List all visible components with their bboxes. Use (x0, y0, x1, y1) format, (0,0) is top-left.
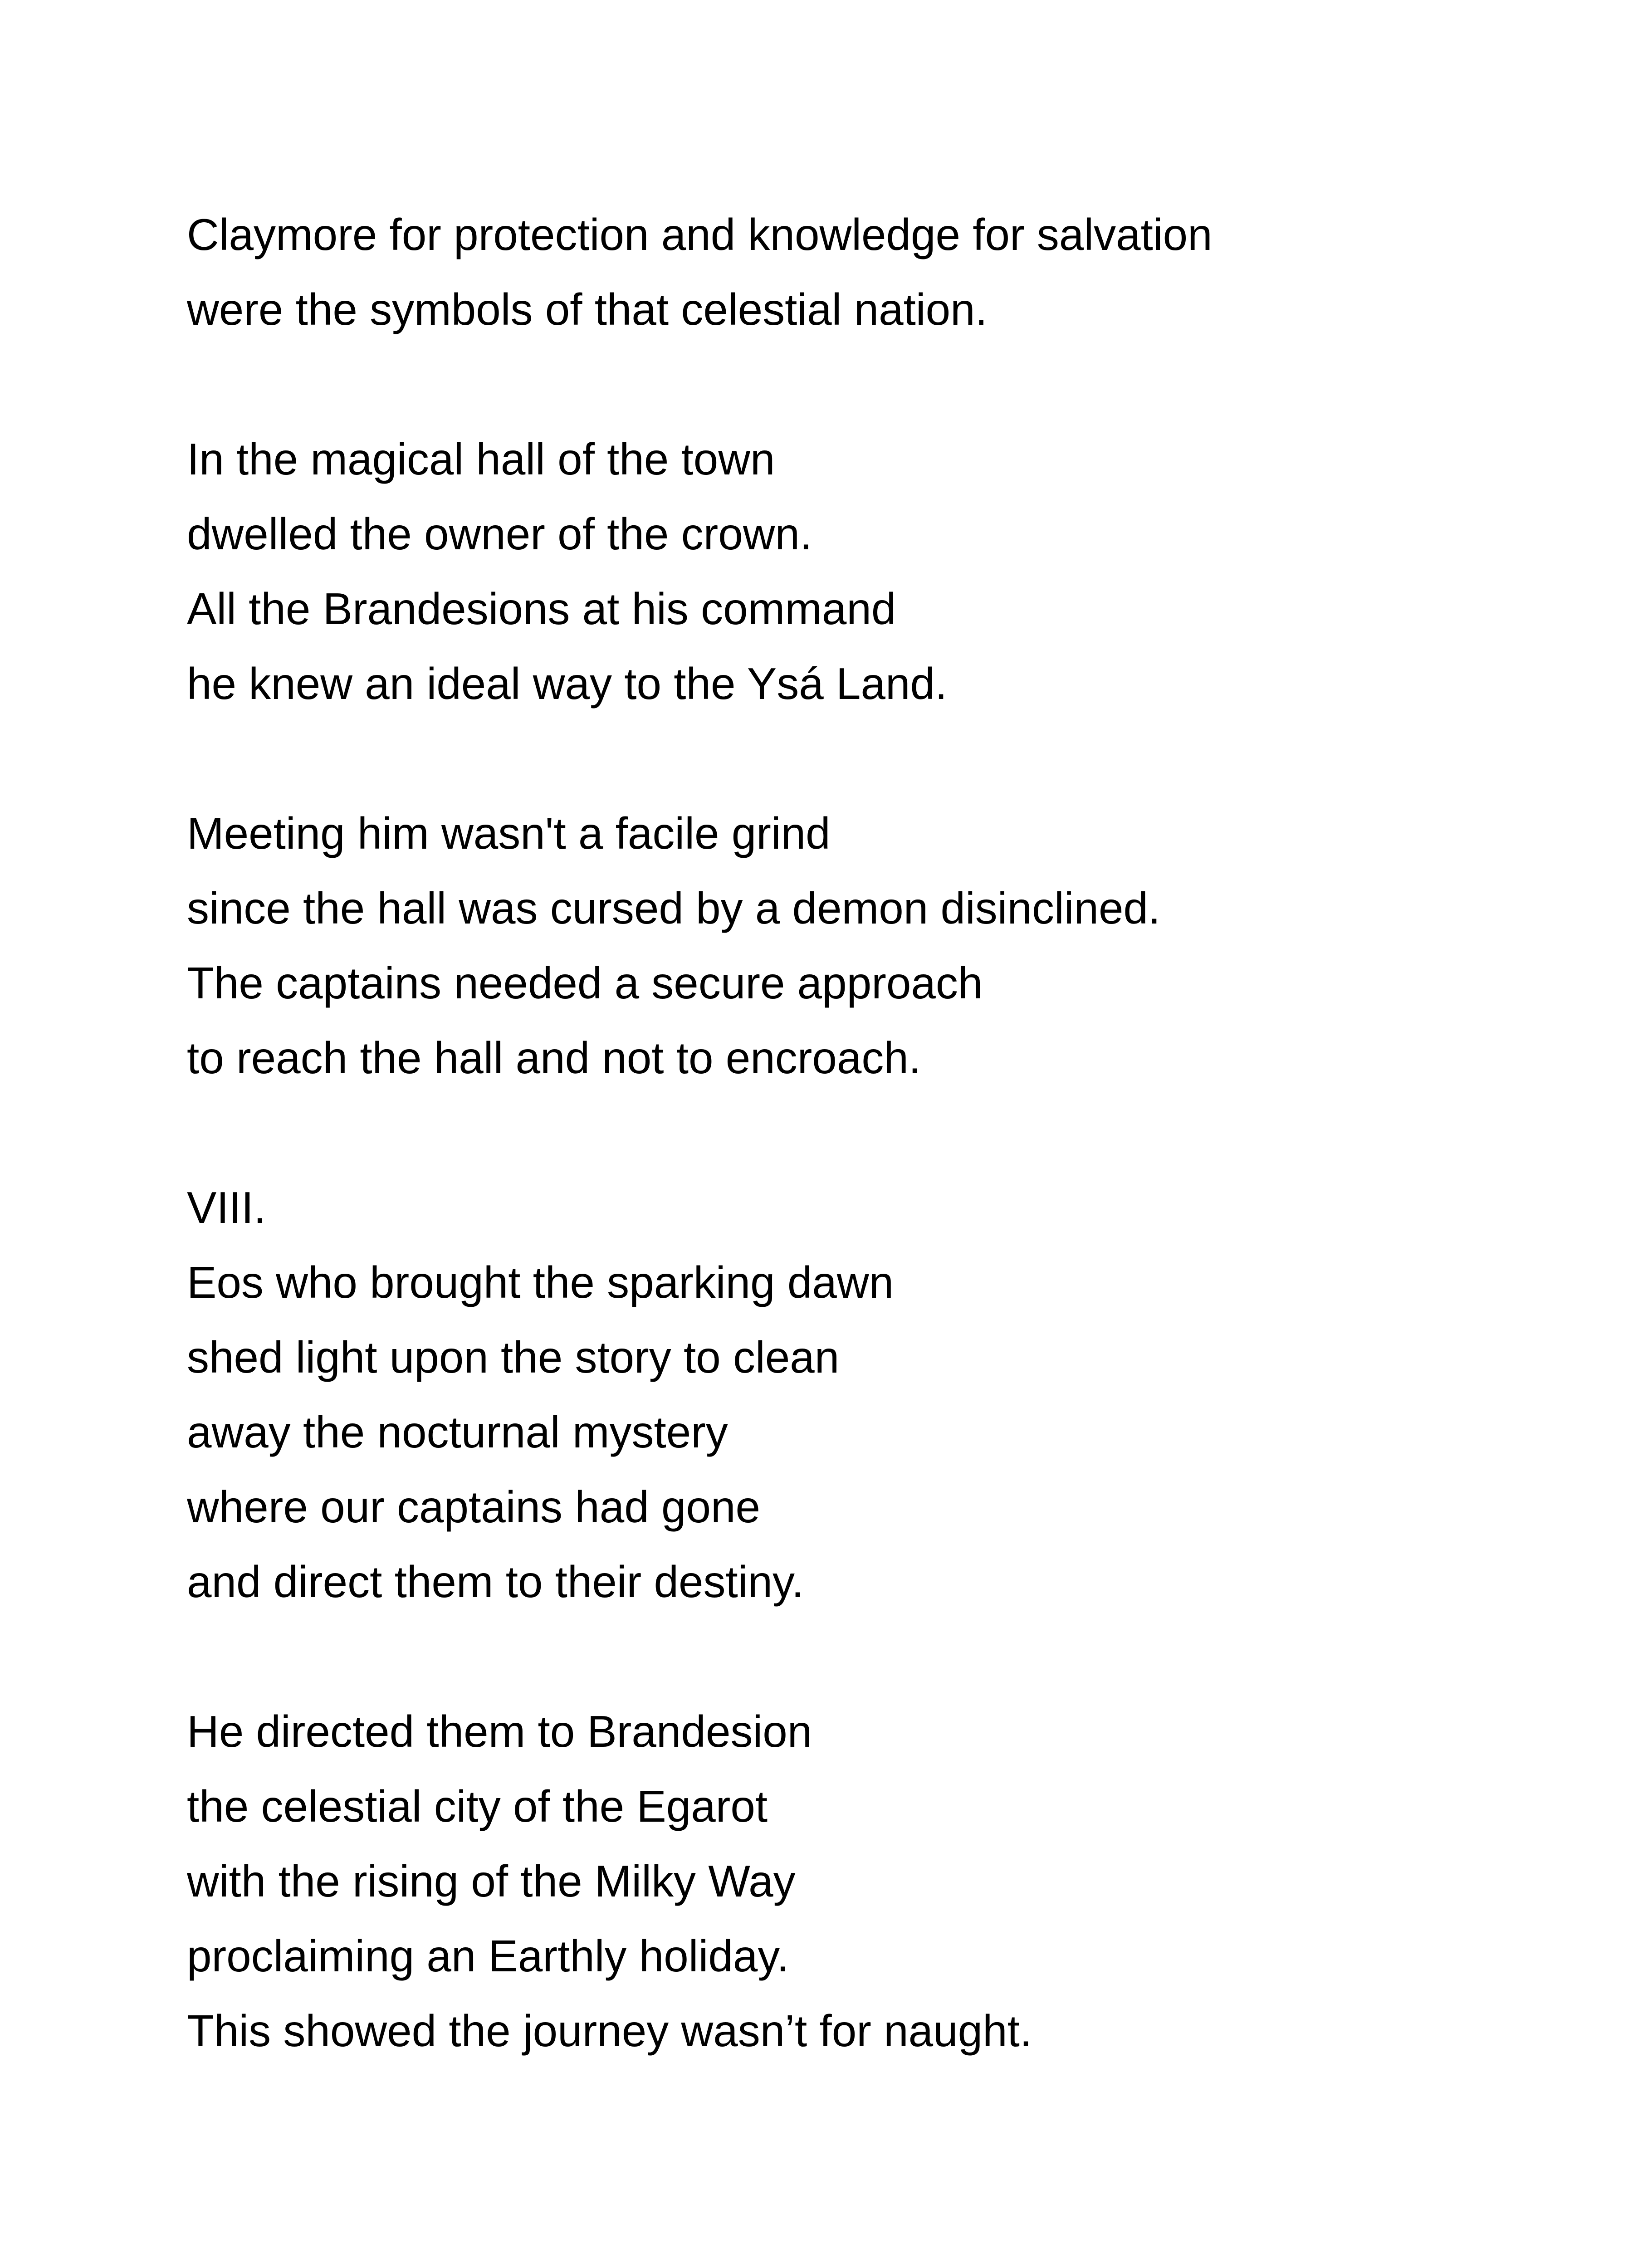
poem-line: The captains needed a secure approach (187, 958, 983, 1008)
poem-line: the celestial city of the Egarot (187, 1781, 768, 1831)
poem-line: In the magical hall of the town (187, 434, 775, 484)
poem-line: This showed the journey wasn’t for naught. (187, 2006, 1032, 2056)
stanza-1 (187, 197, 1548, 347)
stanza-3 (187, 796, 1548, 1095)
poem-line: dwelled the owner of the crown. (187, 509, 812, 559)
poem-line: Claymore for protection and knowledge for salvation (187, 210, 1213, 259)
stanza-2 (187, 422, 1548, 721)
poem-line: He directed them to Brandesion (187, 1706, 812, 1756)
poem-line: Eos who brought the sparking dawn (187, 1257, 894, 1307)
poem-body (187, 197, 1548, 2068)
poem-line: All the Brandesions at his command (187, 584, 896, 634)
stanza-break (187, 1619, 1548, 1694)
poem-line: he knew an ideal way to the Ysá Land. (187, 659, 948, 709)
poem-line: where our captains had gone (187, 1482, 760, 1532)
stanza-break (187, 347, 1548, 422)
poem-line: with the rising of the Milky Way (187, 1856, 796, 1906)
stanza-5 (187, 1694, 1548, 2068)
stanza-break (187, 1095, 1548, 1170)
poem-line: to reach the hall and not to encroach. (187, 1033, 921, 1083)
poem-line: and direct them to their destiny. (187, 1557, 804, 1607)
poem-line: were the symbols of that celestial nation. (187, 284, 988, 334)
stanza-break (187, 721, 1548, 796)
section-heading: VIII. (187, 1183, 266, 1232)
poem-line: proclaiming an Earthly holiday. (187, 1931, 789, 1981)
poem-line: since the hall was cursed by a demon disinclined. (187, 883, 1161, 933)
poem-line: away the nocturnal mystery (187, 1407, 728, 1457)
poem-line: shed light upon the story to clean (187, 1332, 840, 1382)
poem-line: Meeting him wasn't a facile grind (187, 808, 831, 858)
stanza-4 (187, 1170, 1548, 1619)
